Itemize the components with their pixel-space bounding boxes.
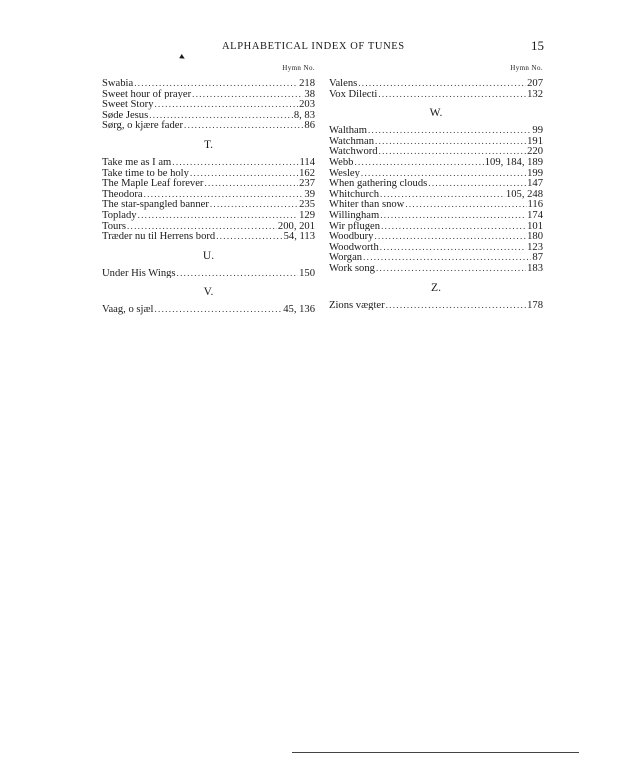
dot-leader <box>172 157 298 168</box>
dot-leader <box>177 268 299 279</box>
tune-title: Waltham <box>329 125 367 136</box>
dot-leader <box>386 300 526 311</box>
dot-leader <box>204 178 298 189</box>
bottom-rule <box>292 752 579 753</box>
index-entry <box>329 136 543 147</box>
tune-title: The Maple Leaf forever <box>102 178 204 189</box>
tune-title: Vox Dilecti <box>329 88 378 100</box>
hymn-number: 116 <box>527 199 543 210</box>
tune-title: Vaag, o sjæl <box>102 304 154 315</box>
tune-title: Whitchurch <box>329 188 380 200</box>
dot-leader <box>368 125 531 136</box>
tune-title: When gathering clouds <box>329 178 428 189</box>
index-entry <box>102 221 315 232</box>
section-letter: T. <box>203 138 214 151</box>
dot-leader <box>144 189 304 200</box>
index-entry <box>329 231 543 242</box>
index-entry <box>329 199 543 210</box>
hymn-number-column-header: Hymn No. <box>510 64 543 72</box>
tune-title: Worgan <box>329 252 363 263</box>
hymn-number: 183 <box>527 262 543 274</box>
hymn-number: 150 <box>299 267 315 279</box>
dot-leader <box>376 263 526 274</box>
index-entry <box>102 168 315 179</box>
dot-leader <box>361 168 526 179</box>
hymn-number: 174 <box>527 209 543 221</box>
tune-title: Take time to be holy <box>102 167 189 179</box>
index-entry <box>102 199 315 210</box>
hymn-number: 8, 83 <box>293 109 315 121</box>
dot-leader <box>358 78 526 89</box>
ink-speck: ▸ <box>177 51 188 64</box>
index-entry <box>329 252 543 263</box>
dot-leader <box>405 199 526 210</box>
tune-title: Woodworth <box>329 241 379 253</box>
hymn-number: 114 <box>299 156 315 168</box>
right-index-column <box>329 64 543 310</box>
tune-title: Træder nu til Herrens bord <box>102 231 216 242</box>
dot-leader <box>190 168 298 179</box>
section-letter: V. <box>203 286 214 299</box>
tune-title: Sørg, o kjære fader <box>102 120 184 131</box>
index-entry <box>102 157 315 168</box>
hymn-number: 147 <box>527 178 543 189</box>
hymn-number: 180 <box>527 231 543 242</box>
index-entry <box>102 178 315 189</box>
tune-title: Valens <box>329 78 358 89</box>
hymn-number: 86 <box>304 120 315 131</box>
tune-title: Swabia <box>102 78 134 89</box>
index-entry <box>102 231 315 242</box>
left-index-column <box>102 64 315 315</box>
hymn-number-column-header: Hymn No. <box>282 64 315 72</box>
hymn-number: 220 <box>527 146 543 157</box>
index-entry <box>102 99 315 110</box>
tune-title: The star-spangled banner <box>102 199 209 210</box>
hymn-number: 199 <box>527 167 543 179</box>
index-entry <box>329 242 543 253</box>
hymn-number: 39 <box>304 188 315 200</box>
hymn-number: 237 <box>299 178 315 189</box>
hymn-number: 218 <box>299 78 315 89</box>
tune-title: Work song <box>329 262 375 274</box>
tune-title: Watchword <box>329 146 378 157</box>
index-entry <box>102 189 315 200</box>
tune-title: Theodora <box>102 188 143 200</box>
tune-title: Tours <box>102 220 126 232</box>
index-entry <box>329 178 543 189</box>
index-entry <box>329 78 543 89</box>
tune-title: Wir pflugen <box>329 220 381 232</box>
dot-leader <box>155 304 283 315</box>
hymn-number: 178 <box>527 299 543 311</box>
section-letter: Z. <box>431 281 441 294</box>
index-entry <box>102 304 315 315</box>
dot-leader <box>378 89 526 100</box>
section-letter: W. <box>429 107 443 120</box>
hymn-number: 99 <box>532 125 543 136</box>
page-number: 15 <box>531 38 544 53</box>
dot-leader <box>380 210 526 221</box>
index-entry <box>102 89 315 100</box>
hymn-number: 87 <box>532 252 543 263</box>
dot-leader <box>380 242 526 253</box>
tune-title: Zions vægter <box>329 299 385 311</box>
dot-leader <box>380 189 505 200</box>
index-entry <box>102 110 315 121</box>
dot-leader <box>134 78 298 89</box>
hymn-number: 105, 248 <box>505 188 543 200</box>
tune-title: Webb <box>329 156 354 168</box>
hymn-number: 123 <box>527 241 543 253</box>
index-entry <box>102 78 315 89</box>
tune-title: Woodbury <box>329 231 374 242</box>
dot-leader <box>363 252 531 263</box>
section-letter: U. <box>202 249 215 262</box>
dot-leader <box>428 178 526 189</box>
index-entry <box>329 263 543 274</box>
index-entry <box>329 168 543 179</box>
index-entry <box>102 268 315 279</box>
running-title: ALPHABETICAL INDEX OF TUNES <box>222 41 405 52</box>
dot-leader <box>375 136 526 147</box>
index-entry <box>329 221 543 232</box>
dot-leader <box>216 231 282 242</box>
dot-leader <box>381 221 526 232</box>
dot-leader <box>379 146 527 157</box>
index-entry <box>329 210 543 221</box>
hymn-number: 101 <box>527 220 543 232</box>
dot-leader <box>155 99 299 110</box>
dot-leader <box>127 221 277 232</box>
index-entry <box>102 210 315 221</box>
hymn-number: 235 <box>299 199 315 210</box>
dot-leader <box>138 210 299 221</box>
hymn-number: 203 <box>299 99 315 110</box>
tune-title: Whiter than snow <box>329 199 405 210</box>
hymn-number: 191 <box>527 135 543 147</box>
hymn-number: 109, 184, 189 <box>484 156 543 168</box>
index-entry <box>329 157 543 168</box>
tune-title: Wesley <box>329 167 360 179</box>
hymn-number: 38 <box>304 88 315 100</box>
dot-leader <box>192 89 303 100</box>
dot-leader <box>374 231 526 242</box>
dot-leader <box>184 120 303 131</box>
tune-title: Toplady <box>102 209 137 221</box>
tune-title: Søde Jesus <box>102 109 149 121</box>
tune-title: Watchman <box>329 135 375 147</box>
tune-title: Take me as I am <box>102 156 172 168</box>
hymn-number: 45, 136 <box>283 304 315 315</box>
index-entry <box>329 125 543 136</box>
dot-leader <box>210 199 298 210</box>
hymn-number: 162 <box>299 167 315 179</box>
index-entry <box>329 189 543 200</box>
index-entry <box>329 89 543 100</box>
dot-leader <box>149 110 293 121</box>
tune-title: Under His Wings <box>102 267 176 279</box>
index-entry <box>329 146 543 157</box>
dot-leader <box>354 157 483 168</box>
hymn-number: 207 <box>527 78 543 89</box>
index-entry <box>102 120 315 131</box>
hymn-number: 200, 201 <box>277 220 315 232</box>
tune-title: Willingham <box>329 209 380 221</box>
index-entry <box>329 300 543 311</box>
tune-title: Sweet hour of prayer <box>102 88 192 100</box>
hymn-number: 129 <box>299 209 315 221</box>
hymn-number: 132 <box>527 88 543 100</box>
hymn-number: 54, 113 <box>283 231 315 242</box>
tune-title: Sweet Story <box>102 99 154 110</box>
